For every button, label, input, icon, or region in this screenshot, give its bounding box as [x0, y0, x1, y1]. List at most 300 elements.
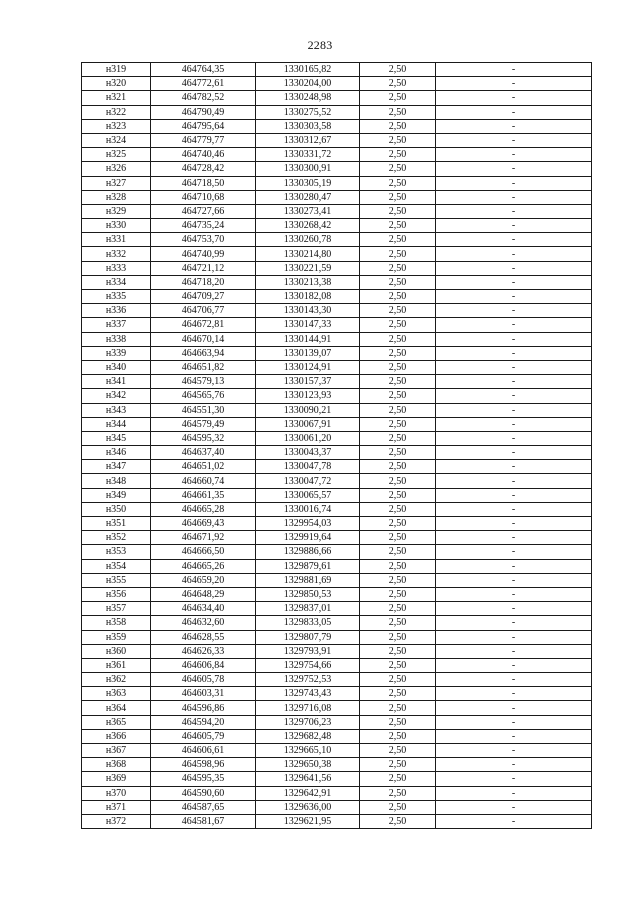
- y-coordinate-cell: 1329881,69: [256, 573, 360, 587]
- coordinates-table-body: [82, 63, 592, 829]
- point-id-cell: н347: [82, 460, 151, 474]
- y-coordinate-cell: 1330090,21: [256, 403, 360, 417]
- y-coordinate-cell: 1329833,05: [256, 616, 360, 630]
- y-coordinate-cell: 1330305,19: [256, 176, 360, 190]
- table-row: [82, 517, 592, 531]
- description-cell: -: [436, 290, 592, 304]
- point-id-cell: н363: [82, 687, 151, 701]
- accuracy-cell: 2,50: [360, 133, 436, 147]
- point-id-cell: н349: [82, 488, 151, 502]
- y-coordinate-cell: 1329837,01: [256, 602, 360, 616]
- x-coordinate-cell: 464606,61: [151, 744, 256, 758]
- x-coordinate-cell: 464665,26: [151, 559, 256, 573]
- table-row: [82, 729, 592, 743]
- description-cell: -: [436, 460, 592, 474]
- description-cell: -: [436, 431, 592, 445]
- description-cell: -: [436, 644, 592, 658]
- accuracy-cell: 2,50: [360, 715, 436, 729]
- point-id-cell: н327: [82, 176, 151, 190]
- point-id-cell: н321: [82, 91, 151, 105]
- x-coordinate-cell: 464551,30: [151, 403, 256, 417]
- table-row: [82, 91, 592, 105]
- description-cell: -: [436, 318, 592, 332]
- accuracy-cell: 2,50: [360, 403, 436, 417]
- point-id-cell: н359: [82, 630, 151, 644]
- x-coordinate-cell: 464651,82: [151, 360, 256, 374]
- point-id-cell: н342: [82, 389, 151, 403]
- x-coordinate-cell: 464595,35: [151, 772, 256, 786]
- x-coordinate-cell: 464735,24: [151, 219, 256, 233]
- table-row: [82, 247, 592, 261]
- point-id-cell: н334: [82, 275, 151, 289]
- y-coordinate-cell: 1330275,52: [256, 105, 360, 119]
- description-cell: -: [436, 204, 592, 218]
- accuracy-cell: 2,50: [360, 772, 436, 786]
- table-row: [82, 219, 592, 233]
- accuracy-cell: 2,50: [360, 814, 436, 828]
- accuracy-cell: 2,50: [360, 786, 436, 800]
- description-cell: -: [436, 446, 592, 460]
- table-row: [82, 559, 592, 573]
- description-cell: -: [436, 573, 592, 587]
- description-cell: -: [436, 176, 592, 190]
- accuracy-cell: 2,50: [360, 474, 436, 488]
- table-row: [82, 786, 592, 800]
- point-id-cell: н326: [82, 162, 151, 176]
- y-coordinate-cell: 1330165,82: [256, 63, 360, 77]
- accuracy-cell: 2,50: [360, 559, 436, 573]
- y-coordinate-cell: 1330047,72: [256, 474, 360, 488]
- description-cell: -: [436, 729, 592, 743]
- accuracy-cell: 2,50: [360, 488, 436, 502]
- y-coordinate-cell: 1330221,59: [256, 261, 360, 275]
- description-cell: -: [436, 148, 592, 162]
- table-row: [82, 658, 592, 672]
- point-id-cell: н350: [82, 502, 151, 516]
- table-row: [82, 63, 592, 77]
- y-coordinate-cell: 1329793,91: [256, 644, 360, 658]
- table-row: [82, 687, 592, 701]
- x-coordinate-cell: 464795,64: [151, 119, 256, 133]
- description-cell: -: [436, 474, 592, 488]
- y-coordinate-cell: 1330147,33: [256, 318, 360, 332]
- y-coordinate-cell: 1329665,10: [256, 744, 360, 758]
- table-row: [82, 460, 592, 474]
- description-cell: -: [436, 77, 592, 91]
- y-coordinate-cell: 1330248,98: [256, 91, 360, 105]
- y-coordinate-cell: 1330213,38: [256, 275, 360, 289]
- table-row: [82, 190, 592, 204]
- point-id-cell: н356: [82, 587, 151, 601]
- point-id-cell: н371: [82, 800, 151, 814]
- accuracy-cell: 2,50: [360, 417, 436, 431]
- y-coordinate-cell: 1330300,91: [256, 162, 360, 176]
- x-coordinate-cell: 464669,43: [151, 517, 256, 531]
- table-row: [82, 360, 592, 374]
- table-row: [82, 318, 592, 332]
- table-row: [82, 148, 592, 162]
- x-coordinate-cell: 464626,33: [151, 644, 256, 658]
- y-coordinate-cell: 1329642,91: [256, 786, 360, 800]
- y-coordinate-cell: 1330182,08: [256, 290, 360, 304]
- description-cell: -: [436, 190, 592, 204]
- x-coordinate-cell: 464764,35: [151, 63, 256, 77]
- description-cell: -: [436, 602, 592, 616]
- x-coordinate-cell: 464579,49: [151, 417, 256, 431]
- y-coordinate-cell: 1329716,08: [256, 701, 360, 715]
- x-coordinate-cell: 464672,81: [151, 318, 256, 332]
- x-coordinate-cell: 464665,28: [151, 502, 256, 516]
- y-coordinate-cell: 1330260,78: [256, 233, 360, 247]
- point-id-cell: н370: [82, 786, 151, 800]
- point-id-cell: н355: [82, 573, 151, 587]
- y-coordinate-cell: 1330061,20: [256, 431, 360, 445]
- x-coordinate-cell: 464659,20: [151, 573, 256, 587]
- accuracy-cell: 2,50: [360, 318, 436, 332]
- x-coordinate-cell: 464740,99: [151, 247, 256, 261]
- accuracy-cell: 2,50: [360, 290, 436, 304]
- point-id-cell: н369: [82, 772, 151, 786]
- description-cell: -: [436, 772, 592, 786]
- point-id-cell: н362: [82, 673, 151, 687]
- point-id-cell: н322: [82, 105, 151, 119]
- table-row: [82, 346, 592, 360]
- table-row: [82, 332, 592, 346]
- point-id-cell: н340: [82, 360, 151, 374]
- accuracy-cell: 2,50: [360, 531, 436, 545]
- page-number: 2283: [307, 38, 333, 52]
- table-row: [82, 290, 592, 304]
- table-row: [82, 573, 592, 587]
- description-cell: -: [436, 744, 592, 758]
- accuracy-cell: 2,50: [360, 77, 436, 91]
- x-coordinate-cell: 464772,61: [151, 77, 256, 91]
- x-coordinate-cell: 464634,40: [151, 602, 256, 616]
- y-coordinate-cell: 1330280,47: [256, 190, 360, 204]
- accuracy-cell: 2,50: [360, 517, 436, 531]
- accuracy-cell: 2,50: [360, 758, 436, 772]
- table-row: [82, 474, 592, 488]
- x-coordinate-cell: 464753,70: [151, 233, 256, 247]
- description-cell: -: [436, 360, 592, 374]
- y-coordinate-cell: 1329706,23: [256, 715, 360, 729]
- y-coordinate-cell: 1330214,80: [256, 247, 360, 261]
- table-row: [82, 715, 592, 729]
- description-cell: -: [436, 219, 592, 233]
- x-coordinate-cell: 464727,66: [151, 204, 256, 218]
- description-cell: -: [436, 233, 592, 247]
- x-coordinate-cell: 464590,60: [151, 786, 256, 800]
- point-id-cell: н365: [82, 715, 151, 729]
- accuracy-cell: 2,50: [360, 800, 436, 814]
- point-id-cell: н324: [82, 133, 151, 147]
- table-row: [82, 488, 592, 502]
- accuracy-cell: 2,50: [360, 545, 436, 559]
- accuracy-cell: 2,50: [360, 673, 436, 687]
- y-coordinate-cell: 1330303,58: [256, 119, 360, 133]
- y-coordinate-cell: 1329879,61: [256, 559, 360, 573]
- point-id-cell: н354: [82, 559, 151, 573]
- accuracy-cell: 2,50: [360, 63, 436, 77]
- x-coordinate-cell: 464710,68: [151, 190, 256, 204]
- x-coordinate-cell: 464718,20: [151, 275, 256, 289]
- x-coordinate-cell: 464670,14: [151, 332, 256, 346]
- description-cell: -: [436, 247, 592, 261]
- x-coordinate-cell: 464663,94: [151, 346, 256, 360]
- y-coordinate-cell: 1330043,37: [256, 446, 360, 460]
- y-coordinate-cell: 1330273,41: [256, 204, 360, 218]
- table-row: [82, 389, 592, 403]
- table-row: [82, 772, 592, 786]
- description-cell: -: [436, 275, 592, 289]
- accuracy-cell: 2,50: [360, 460, 436, 474]
- accuracy-cell: 2,50: [360, 431, 436, 445]
- table-row: [82, 814, 592, 828]
- point-id-cell: н367: [82, 744, 151, 758]
- accuracy-cell: 2,50: [360, 247, 436, 261]
- y-coordinate-cell: 1330331,72: [256, 148, 360, 162]
- accuracy-cell: 2,50: [360, 389, 436, 403]
- description-cell: -: [436, 304, 592, 318]
- accuracy-cell: 2,50: [360, 446, 436, 460]
- point-id-cell: н336: [82, 304, 151, 318]
- table-row: [82, 77, 592, 91]
- y-coordinate-cell: 1329886,66: [256, 545, 360, 559]
- table-row: [82, 233, 592, 247]
- description-cell: -: [436, 162, 592, 176]
- accuracy-cell: 2,50: [360, 744, 436, 758]
- y-coordinate-cell: 1329621,95: [256, 814, 360, 828]
- y-coordinate-cell: 1330157,37: [256, 375, 360, 389]
- accuracy-cell: 2,50: [360, 616, 436, 630]
- table-row: [82, 162, 592, 176]
- table-row: [82, 531, 592, 545]
- point-id-cell: н333: [82, 261, 151, 275]
- x-coordinate-cell: 464637,40: [151, 446, 256, 460]
- table-row: [82, 304, 592, 318]
- point-id-cell: н329: [82, 204, 151, 218]
- y-coordinate-cell: 1329850,53: [256, 587, 360, 601]
- table-row: [82, 133, 592, 147]
- accuracy-cell: 2,50: [360, 204, 436, 218]
- description-cell: -: [436, 346, 592, 360]
- y-coordinate-cell: 1330143,30: [256, 304, 360, 318]
- y-coordinate-cell: 1329954,03: [256, 517, 360, 531]
- accuracy-cell: 2,50: [360, 375, 436, 389]
- accuracy-cell: 2,50: [360, 261, 436, 275]
- y-coordinate-cell: 1329636,00: [256, 800, 360, 814]
- description-cell: -: [436, 701, 592, 715]
- description-cell: -: [436, 417, 592, 431]
- point-id-cell: н319: [82, 63, 151, 77]
- accuracy-cell: 2,50: [360, 602, 436, 616]
- accuracy-cell: 2,50: [360, 502, 436, 516]
- coordinates-table: [81, 62, 592, 829]
- description-cell: -: [436, 332, 592, 346]
- accuracy-cell: 2,50: [360, 190, 436, 204]
- point-id-cell: н328: [82, 190, 151, 204]
- point-id-cell: н368: [82, 758, 151, 772]
- y-coordinate-cell: 1330016,74: [256, 502, 360, 516]
- accuracy-cell: 2,50: [360, 346, 436, 360]
- accuracy-cell: 2,50: [360, 162, 436, 176]
- description-cell: -: [436, 658, 592, 672]
- table-row: [82, 587, 592, 601]
- x-coordinate-cell: 464790,49: [151, 105, 256, 119]
- x-coordinate-cell: 464565,76: [151, 389, 256, 403]
- point-id-cell: н353: [82, 545, 151, 559]
- description-cell: -: [436, 715, 592, 729]
- point-id-cell: н343: [82, 403, 151, 417]
- accuracy-cell: 2,50: [360, 219, 436, 233]
- table-row: [82, 375, 592, 389]
- description-cell: -: [436, 105, 592, 119]
- y-coordinate-cell: 1330047,78: [256, 460, 360, 474]
- accuracy-cell: 2,50: [360, 701, 436, 715]
- description-cell: -: [436, 630, 592, 644]
- accuracy-cell: 2,50: [360, 332, 436, 346]
- table-row: [82, 800, 592, 814]
- accuracy-cell: 2,50: [360, 176, 436, 190]
- description-cell: -: [436, 687, 592, 701]
- x-coordinate-cell: 464740,46: [151, 148, 256, 162]
- table-row: [82, 744, 592, 758]
- x-coordinate-cell: 464709,27: [151, 290, 256, 304]
- point-id-cell: н330: [82, 219, 151, 233]
- y-coordinate-cell: 1330268,42: [256, 219, 360, 233]
- table-row: [82, 403, 592, 417]
- table-row: [82, 119, 592, 133]
- y-coordinate-cell: 1330065,57: [256, 488, 360, 502]
- point-id-cell: н360: [82, 644, 151, 658]
- description-cell: -: [436, 502, 592, 516]
- description-cell: -: [436, 616, 592, 630]
- accuracy-cell: 2,50: [360, 105, 436, 119]
- table-row: [82, 275, 592, 289]
- x-coordinate-cell: 464605,79: [151, 729, 256, 743]
- point-id-cell: н341: [82, 375, 151, 389]
- y-coordinate-cell: 1330204,00: [256, 77, 360, 91]
- accuracy-cell: 2,50: [360, 91, 436, 105]
- x-coordinate-cell: 464671,92: [151, 531, 256, 545]
- accuracy-cell: 2,50: [360, 630, 436, 644]
- x-coordinate-cell: 464628,55: [151, 630, 256, 644]
- table-row: [82, 105, 592, 119]
- accuracy-cell: 2,50: [360, 729, 436, 743]
- x-coordinate-cell: 464596,86: [151, 701, 256, 715]
- x-coordinate-cell: 464721,12: [151, 261, 256, 275]
- description-cell: -: [436, 559, 592, 573]
- description-cell: -: [436, 673, 592, 687]
- table-row: [82, 446, 592, 460]
- table-row: [82, 417, 592, 431]
- point-id-cell: н372: [82, 814, 151, 828]
- point-id-cell: н332: [82, 247, 151, 261]
- table-row: [82, 261, 592, 275]
- description-cell: -: [436, 545, 592, 559]
- description-cell: -: [436, 814, 592, 828]
- y-coordinate-cell: 1330312,67: [256, 133, 360, 147]
- description-cell: -: [436, 119, 592, 133]
- description-cell: -: [436, 786, 592, 800]
- x-coordinate-cell: 464579,13: [151, 375, 256, 389]
- x-coordinate-cell: 464605,78: [151, 673, 256, 687]
- y-coordinate-cell: 1330124,91: [256, 360, 360, 374]
- accuracy-cell: 2,50: [360, 644, 436, 658]
- accuracy-cell: 2,50: [360, 687, 436, 701]
- description-cell: -: [436, 91, 592, 105]
- point-id-cell: н339: [82, 346, 151, 360]
- point-id-cell: н357: [82, 602, 151, 616]
- table-row: [82, 502, 592, 516]
- description-cell: -: [436, 63, 592, 77]
- point-id-cell: н366: [82, 729, 151, 743]
- y-coordinate-cell: 1329641,56: [256, 772, 360, 786]
- description-cell: -: [436, 261, 592, 275]
- x-coordinate-cell: 464595,32: [151, 431, 256, 445]
- y-coordinate-cell: 1329650,38: [256, 758, 360, 772]
- table-row: [82, 204, 592, 218]
- point-id-cell: н337: [82, 318, 151, 332]
- description-cell: -: [436, 403, 592, 417]
- x-coordinate-cell: 464728,42: [151, 162, 256, 176]
- accuracy-cell: 2,50: [360, 275, 436, 289]
- x-coordinate-cell: 464706,77: [151, 304, 256, 318]
- y-coordinate-cell: 1330144,91: [256, 332, 360, 346]
- point-id-cell: н364: [82, 701, 151, 715]
- table-row: [82, 616, 592, 630]
- description-cell: -: [436, 800, 592, 814]
- accuracy-cell: 2,50: [360, 233, 436, 247]
- y-coordinate-cell: 1330123,93: [256, 389, 360, 403]
- table-row: [82, 673, 592, 687]
- x-coordinate-cell: 464782,52: [151, 91, 256, 105]
- x-coordinate-cell: 464594,20: [151, 715, 256, 729]
- description-cell: -: [436, 133, 592, 147]
- y-coordinate-cell: 1329682,48: [256, 729, 360, 743]
- point-id-cell: н335: [82, 290, 151, 304]
- table-row: [82, 431, 592, 445]
- x-coordinate-cell: 464603,31: [151, 687, 256, 701]
- table-row: [82, 545, 592, 559]
- point-id-cell: н348: [82, 474, 151, 488]
- y-coordinate-cell: 1329743,43: [256, 687, 360, 701]
- accuracy-cell: 2,50: [360, 658, 436, 672]
- accuracy-cell: 2,50: [360, 119, 436, 133]
- x-coordinate-cell: 464581,67: [151, 814, 256, 828]
- x-coordinate-cell: 464666,50: [151, 545, 256, 559]
- point-id-cell: н352: [82, 531, 151, 545]
- point-id-cell: н358: [82, 616, 151, 630]
- description-cell: -: [436, 531, 592, 545]
- x-coordinate-cell: 464648,29: [151, 587, 256, 601]
- description-cell: -: [436, 587, 592, 601]
- point-id-cell: н351: [82, 517, 151, 531]
- y-coordinate-cell: 1329919,64: [256, 531, 360, 545]
- point-id-cell: н331: [82, 233, 151, 247]
- table-row: [82, 630, 592, 644]
- point-id-cell: н325: [82, 148, 151, 162]
- x-coordinate-cell: 464606,84: [151, 658, 256, 672]
- x-coordinate-cell: 464779,77: [151, 133, 256, 147]
- table-row: [82, 602, 592, 616]
- y-coordinate-cell: 1330139,07: [256, 346, 360, 360]
- y-coordinate-cell: 1330067,91: [256, 417, 360, 431]
- point-id-cell: н323: [82, 119, 151, 133]
- table-row: [82, 701, 592, 715]
- table-row: [82, 644, 592, 658]
- y-coordinate-cell: 1329752,53: [256, 673, 360, 687]
